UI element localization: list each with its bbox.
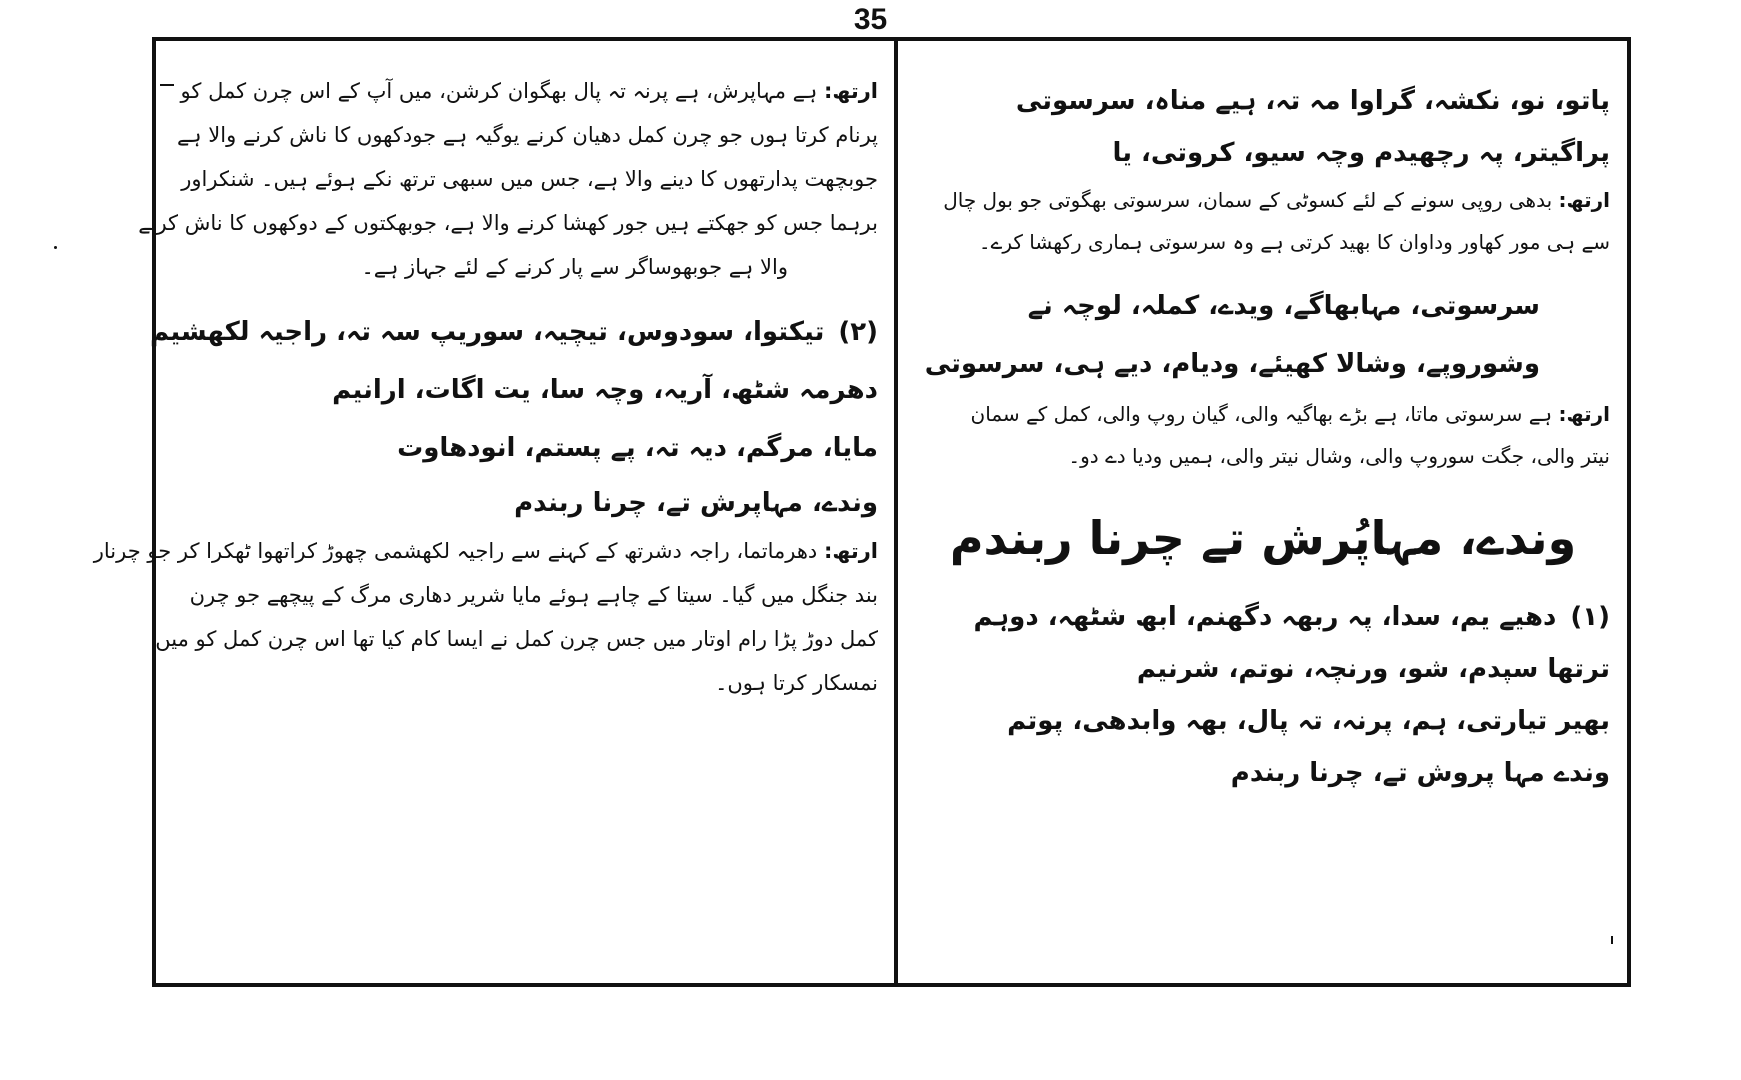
text-line: نیتر والی، جگت سوروپ والی، وشال نیتر والی، ہمیں ودیا دے دو۔ [1068, 444, 1610, 468]
verse-line: پاتو، نو، نکشہ، گراوا مہ تہ، ہیے مناہ، سرسوتی [1015, 86, 1610, 116]
meaning-label: ارتھ: [823, 79, 878, 103]
verse-line: دھرمہ شٹھ، آریہ، وچہ سا، یت اگات، ارانیم [332, 375, 878, 405]
verse-line: سرسوتی، مہابھاگے، ویدے، کملہ، لوچہ نے [1027, 291, 1540, 321]
verse-block-top [916, 75, 1610, 179]
meaning-block-2 [93, 529, 878, 705]
verse-line: دھیے یم، سدا، پہ ربھہ دگھنم، ابھ شٹھہ، دوہم [973, 602, 1557, 632]
meaning-block-1 [138, 69, 878, 289]
left-column [93, 41, 888, 983]
verse-block-1 [916, 591, 1610, 799]
page-number: 35 [853, 3, 888, 36]
line-text: بدھی روپی سونے کے لئے کسوٹی کے سمان، سرسوتی بھگوتی جو بول چال [943, 188, 1553, 212]
verse-line: پراگیتر، پہ رچھیدم وچہ سیو، کروتی، یا [1112, 138, 1610, 168]
verse-line: بھیر تیارتی، ہم، پرنہ، تہ پال، بھہ وابدھی، پوتم [1007, 706, 1610, 736]
line-text: ہے مہاپرش، ہے پرنہ تہ پال بھگوان کرشن، میں آپ کے اس چرن کمل کو [180, 79, 818, 103]
column-divider [894, 37, 898, 987]
section-heading: وندے، مہاپُرش تے چرنا ربندم [949, 511, 1577, 565]
text-line: نمسکار کرتا ہوں۔ [715, 671, 878, 695]
text-line: کمل دوڑ پڑا رام اوتار میں جس چرن کمل نے ایسا کام کیا تھا اس چرن کمل کو میں [155, 627, 878, 651]
verse-line: ترتھا سپدم، شو، ورنچہ، نوتم، شرنیم [1136, 654, 1610, 684]
text-line [176, 69, 878, 113]
text-line: بند جنگل میں گیا۔ سیتا کے چاہے ہوئے مایا شریر دھاری مرگ کے پیچھے جو چرن [189, 583, 878, 607]
verse-line: وشوروپے، وشالا کھیئے، ودیام، دیے ہی، سرسوتی [924, 349, 1540, 379]
meaning-block-mid [916, 393, 1610, 477]
meaning-label: ارتھ: [1558, 402, 1610, 426]
scan-mark [54, 246, 57, 249]
meaning-label: ارتھ: [1558, 188, 1610, 212]
verse-block-2 [150, 303, 878, 529]
line-text: دھرماتما، راجہ دشرتھ کے کہنے سے راجیہ لکھشمی چھوڑ کراتھوا ٹھکرا کر جو چرنار [93, 539, 818, 563]
right-column [904, 41, 1622, 983]
verse-number: (۱) [1570, 602, 1610, 632]
meaning-block-top [916, 179, 1610, 263]
verse-line: وندے مہا پروش تے، چرنا ربندم [1230, 758, 1610, 788]
verse-number: (۲) [838, 317, 878, 347]
text-line: سے ہی مور کھاور وداوان کا بھید کرتی ہے وہ سرسوتی ہماری رکھشا کرے۔ [978, 230, 1610, 254]
text-line: والا ہے جوبھوساگر سے پار کرنے کے لئے جہاز ہے۔ [361, 255, 788, 279]
text-line: جوبچھت پدارتھوں کا دینے والا ہے، جس میں سبھی ترتھ نکے ہوئے ہیں۔ شنکراور [181, 167, 878, 191]
line-text: ہے سرسوتی ماتا، ہے بڑے بھاگیہ والی، گیان روپ والی، کمل کے سمان [970, 402, 1553, 426]
text-line: پرنام کرتا ہوں جو چرن کمل دھیان کرنے یوگیہ ہے جودکھوں کا ناش کرنے والا ہے [176, 123, 878, 147]
verse-line: تیکتوا، سودوس، تیچیہ، سوریپ سہ تہ، راجیہ لکھشیم [150, 317, 825, 347]
verse-block-mid [916, 277, 1610, 393]
meaning-label: ارتھ: [823, 539, 878, 563]
text-line: برہما جس کو جھکتے ہیں جور کھشا کرنے والا ہے، جوبھکتوں کے دوکھوں کا ناش کرنے [138, 211, 878, 235]
verse-line: مایا، مرگم، دیہ تہ، پے پستم، انودھاوت [397, 433, 878, 463]
verse-line: وندے، مہاپرش تے، چرنا ربندم [514, 488, 878, 518]
